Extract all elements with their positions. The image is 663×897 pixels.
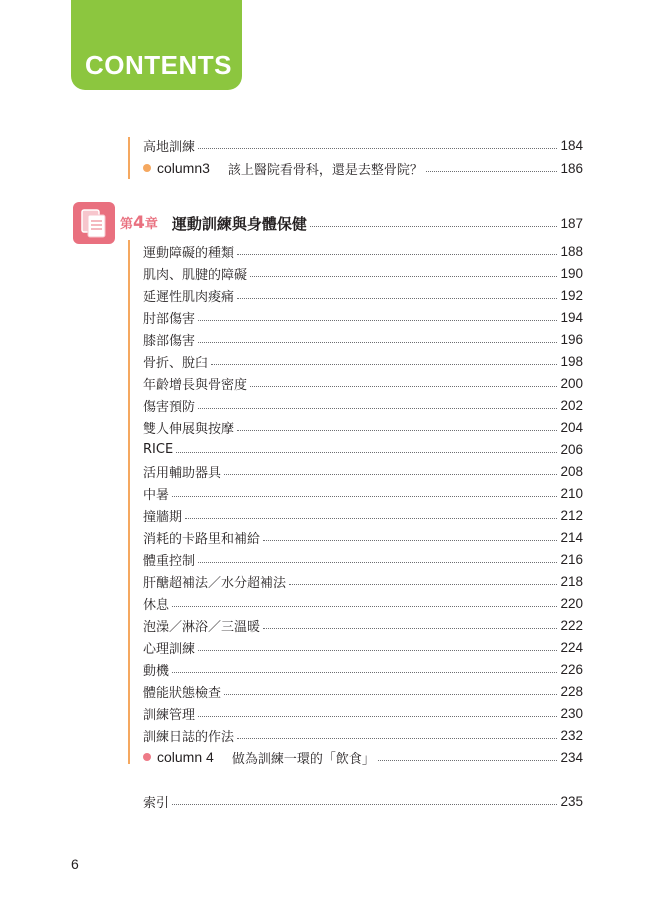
dotted-leader xyxy=(237,298,557,299)
dotted-leader xyxy=(426,171,558,172)
contents-title: CONTENTS xyxy=(85,50,232,80)
toc-entry-label: 訓練管理 xyxy=(143,707,196,723)
chapter-number: 第4章 xyxy=(120,213,158,233)
section-bar-top xyxy=(128,137,130,179)
toc-entry-label: 泡澡／淋浴／三溫暖 xyxy=(143,619,261,635)
bullet-dot-icon xyxy=(143,753,151,761)
dotted-leader xyxy=(172,606,557,607)
toc-entry-page: 186 xyxy=(560,160,583,176)
chapter-page: 187 xyxy=(560,215,583,231)
dotted-leader xyxy=(198,562,557,563)
chapter-heading[interactable] xyxy=(120,212,583,234)
dotted-leader xyxy=(224,474,557,475)
section-bar-chapter xyxy=(128,240,130,764)
toc-entry-page: 224 xyxy=(560,639,583,655)
toc-entry-page: 190 xyxy=(560,265,583,281)
toc-entry-label: 體能狀態檢查 xyxy=(143,685,222,701)
column-tag: column3 xyxy=(157,160,210,176)
toc-entry-label: 體重控制 xyxy=(143,553,196,569)
toc-column-entry[interactable] xyxy=(143,157,583,179)
toc-entry[interactable] xyxy=(143,658,583,680)
toc-entry-label: 傷害預防 xyxy=(143,399,196,415)
toc-entry-label: 骨折、脫臼 xyxy=(143,355,209,371)
toc-entry-page: 202 xyxy=(560,397,583,413)
dotted-leader xyxy=(378,760,558,761)
toc-entry-page: 235 xyxy=(560,793,583,809)
toc-entry[interactable] xyxy=(143,592,583,614)
dotted-leader xyxy=(250,276,557,277)
toc-entry-label: 心理訓練 xyxy=(143,641,196,657)
toc-entry-label: 膝部傷害 xyxy=(143,333,196,349)
toc-entry-page: 196 xyxy=(560,331,583,347)
dotted-leader xyxy=(310,226,558,227)
column-title: 該上醫院看骨科，還是去整骨院？ xyxy=(227,162,423,178)
dotted-leader xyxy=(263,628,557,629)
dotted-leader xyxy=(198,716,557,717)
dotted-leader xyxy=(198,342,557,343)
toc-entry-page: 214 xyxy=(560,529,583,545)
dotted-leader xyxy=(198,148,557,149)
toc-entry-page: 200 xyxy=(560,375,583,391)
toc-entry-label: 索引 xyxy=(143,795,170,811)
dotted-leader xyxy=(237,254,557,255)
toc-entry-page: 192 xyxy=(560,287,583,303)
toc-entry[interactable] xyxy=(143,438,583,460)
toc-entry[interactable] xyxy=(143,416,583,438)
dotted-leader xyxy=(198,408,557,409)
dotted-leader xyxy=(172,672,557,673)
toc-entry[interactable] xyxy=(143,240,583,262)
toc-column-entry[interactable] xyxy=(143,746,583,768)
toc-entry-page: 232 xyxy=(560,727,583,743)
toc-entry-label: 年齡增長與骨密度 xyxy=(143,377,248,393)
toc-entry-label: 中暑 xyxy=(143,487,170,503)
chapter-title: 運動訓練與身體保健 xyxy=(171,214,307,233)
toc-entry[interactable] xyxy=(143,680,583,702)
toc-entry[interactable] xyxy=(143,134,583,156)
toc-entry-page: 188 xyxy=(560,243,583,259)
toc-entry-label: 活用輔助器具 xyxy=(143,465,222,481)
toc-entry-label: 動機 xyxy=(143,663,170,679)
dotted-leader xyxy=(176,452,557,453)
toc-entry[interactable] xyxy=(143,570,583,592)
toc-entry-label: RICE xyxy=(143,441,174,457)
toc-entry-label: 延遲性肌肉痠痛 xyxy=(143,289,235,305)
toc-entry-page: 218 xyxy=(560,573,583,589)
toc-entry-label: 肌肉、肌腱的障礙 xyxy=(143,267,248,283)
toc-entry-label: 消耗的卡路里和補給 xyxy=(143,531,261,547)
toc-entry-page: 208 xyxy=(560,463,583,479)
dotted-leader xyxy=(198,650,557,651)
toc-entry-page: 222 xyxy=(560,617,583,633)
contents-header-tab xyxy=(71,0,242,90)
toc-entry-page: 198 xyxy=(560,353,583,369)
toc-entry[interactable] xyxy=(143,372,583,394)
toc-entry[interactable] xyxy=(143,328,583,350)
toc-entry[interactable] xyxy=(143,350,583,372)
toc-entry-page: 210 xyxy=(560,485,583,501)
toc-entry[interactable] xyxy=(143,482,583,504)
toc-entry-label: 雙人伸展與按摩 xyxy=(143,421,235,437)
toc-entry-page: 228 xyxy=(560,683,583,699)
toc-entry-page: 194 xyxy=(560,309,583,325)
dotted-leader xyxy=(198,320,557,321)
toc-entry-label: 高地訓練 xyxy=(143,139,196,155)
toc-entry[interactable] xyxy=(143,284,583,306)
dotted-leader xyxy=(172,496,557,497)
toc-entry-page: 220 xyxy=(560,595,583,611)
dotted-leader xyxy=(211,364,557,365)
dotted-leader xyxy=(224,694,557,695)
chapter-book-icon xyxy=(73,202,115,244)
toc-entry-label: 撞牆期 xyxy=(143,509,183,525)
bullet-dot-icon xyxy=(143,164,151,172)
dotted-leader xyxy=(237,738,557,739)
toc-entry-page: 226 xyxy=(560,661,583,677)
toc-entry-label: 訓練日誌的作法 xyxy=(143,729,235,745)
toc-index-entry[interactable] xyxy=(143,790,583,812)
dotted-leader xyxy=(250,386,557,387)
dotted-leader xyxy=(289,584,557,585)
toc-entry-label: 休息 xyxy=(143,597,170,613)
toc-entry[interactable] xyxy=(143,526,583,548)
column-title: 做為訓練一環的「飲食」 xyxy=(231,751,375,767)
toc-entry-label: 運動障礙的種類 xyxy=(143,245,235,261)
toc-entry-label: 肝醣超補法／水分超補法 xyxy=(143,575,287,591)
toc-entry[interactable] xyxy=(143,724,583,746)
toc-entry[interactable] xyxy=(143,614,583,636)
column-tag: column 4 xyxy=(157,749,214,765)
dotted-leader xyxy=(172,804,557,805)
toc-entry-page: 184 xyxy=(560,137,583,153)
toc-entry[interactable] xyxy=(143,636,583,658)
toc-entry-page: 206 xyxy=(560,441,583,457)
toc-entry[interactable] xyxy=(143,702,583,724)
toc-entry-page: 230 xyxy=(560,705,583,721)
toc-entry[interactable] xyxy=(143,504,583,526)
dotted-leader xyxy=(263,540,557,541)
toc-entry[interactable] xyxy=(143,306,583,328)
toc-entry-label: 肘部傷害 xyxy=(143,311,196,327)
toc-entry-page: 216 xyxy=(560,551,583,567)
toc-entry[interactable] xyxy=(143,460,583,482)
toc-entry[interactable] xyxy=(143,394,583,416)
toc-entry[interactable] xyxy=(143,548,583,570)
toc-entry-page: 204 xyxy=(560,419,583,435)
dotted-leader xyxy=(185,518,557,519)
toc-entry[interactable] xyxy=(143,262,583,284)
toc-entry-page: 234 xyxy=(560,749,583,765)
page-number: 6 xyxy=(71,856,79,872)
dotted-leader xyxy=(237,430,557,431)
toc-entry-page: 212 xyxy=(560,507,583,523)
